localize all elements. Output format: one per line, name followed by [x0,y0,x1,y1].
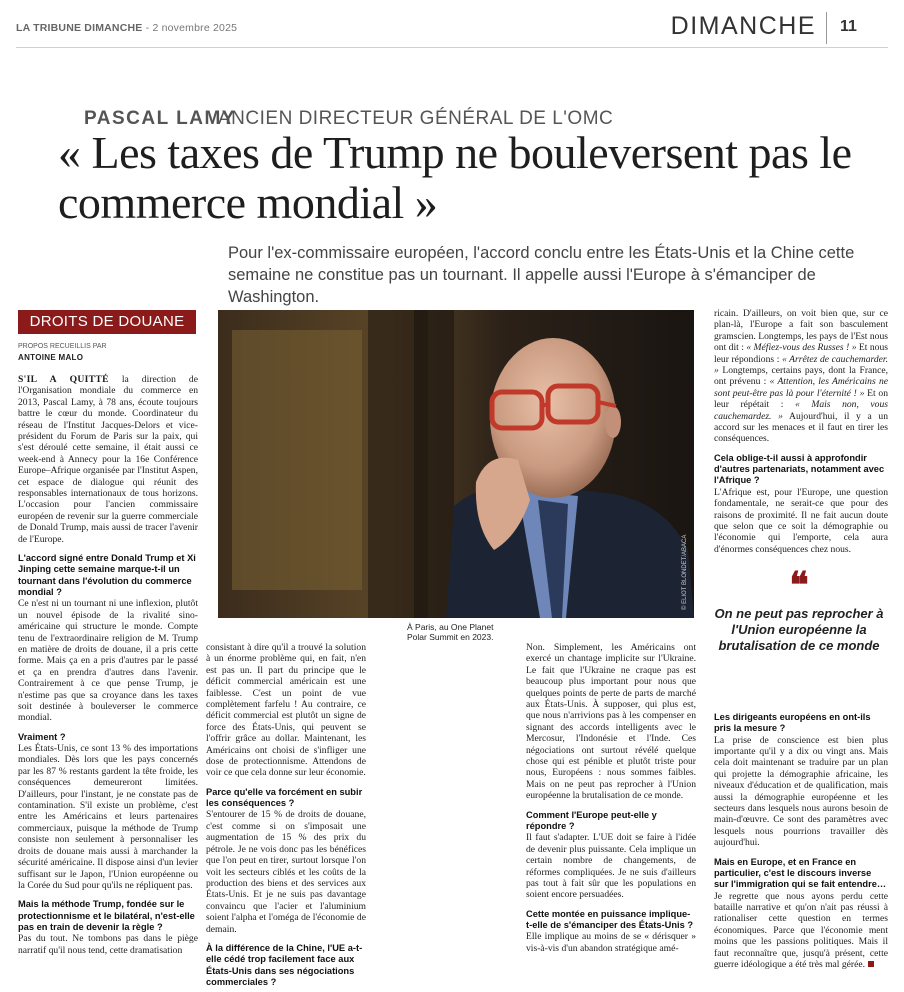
photo-credit: © ELIOT BLONDET/ABACA [682,534,688,610]
answer: S'entourer de 15 % de droits de douane, c'est comme si on s'imposait une augmentation de 15 % des prix du pétrole. Je ne vois donc pas les bénéfices que l'on peut en tirer, surtout lorsque l'on voit les secteurs ciblés et les coûts de la production des biens et des services aux États-Unis. Et je ne suis pas davantage convaincu que l'acier et l'aluminium soient l'alpha et l'oméga de l'économie de demain. [206,809,366,935]
pull-quote [710,565,888,654]
answer: L'Afrique est, pour l'Europe, une question fondamentale, ne serait-ce que pour des raisons de proximité. Il ne fait aucun doute que selon que ce soit la démographie ou l'économie qui l'emporte, cela aura d'énormes conséquences chez nous. [714,486,888,555]
answer: Il faut s'adapter. L'UE doit se faire à l'idée de devenir plus puissante. Cela implique un certain nombre de changements, de réformes compliquées. Je ne suis d'ailleurs pas tout à fait sûr que les populations en soient encore persuadées. [526,832,696,901]
photo-image [218,310,694,618]
masthead-date: - 2 novembre 2025 [145,22,238,34]
quote-run: « Arrêtez de cauchemarder. » [714,353,888,377]
question: L'accord signé entre Donald Trump et Xi Jinping cette semaine marque-t-il un tournant dans l'évolution du commerce mondial ? [18,553,196,597]
answer: Non. Simplement, les Américains ont exercé un chantage implicite sur l'Ukraine. Le fait que l'Ukraine ne craque pas est beaucoup plus important pour nous que quelques points de perte de parts de marché aux États-Unis. À supposer, qui plus est, que nous n'arrivions pas à les compenser en signant des accords intelligents avec le Mercosur, l'Indonésie et l'Inde. Ces négociations ont surtout révélé quelque chose qui est pénible et plutôt triste pour nous, Européens : nous sommes faibles. Mais on ne peut pas reprocher à l'Union européenne la brutalisation de ce monde. [526,642,696,802]
end-mark-icon [868,961,874,967]
question: Les dirigeants européens en ont-ils pris la mesure ? [714,712,871,734]
headline: « Les taxes de Trump ne bouleversent pas le commerce mondial » [58,127,852,228]
quote-mark-icon: ❝ [789,565,809,605]
final-answer-text: Je regrette que nous ayons perdu cette bataille narrative et qu'on n'ait pas réussi à rationaliser cette question en termes économiques. Parce que l'économie ment moins que les passions politiques. Mais il faut reconnaître que, jusqu'à présent, cette guerre idéologique a été très mal gérée. [714,890,888,970]
article-column-4-bottom [714,712,888,970]
top-rule [16,47,888,48]
credit-label: PROPOS RECUEILLIS PAR [18,343,107,350]
intro-paragraph [18,374,198,545]
question: À la différence de la Chine, l'UE a-t-elle cédé trop facilement face aux États-Unis dans ses négociations commerciales ? [206,942,363,987]
text-run: ricain. D'ailleurs, on voit bien que, sur ce plan-là, l'Europe a fait son basculement gramscien. Longtemps, les pays de l'Est nous ont dit : [714,308,888,354]
rubric-tag: DROITS DE DOUANE [18,310,196,334]
page-number: 11 [840,18,857,35]
pull-quote-text: On ne peut pas reprocher à l'Union européenne la brutalisation de ce monde [714,606,884,653]
quote-run: « Méfiez-vous des Russes ! » [746,342,857,354]
answer: consistant à dire qu'il a trouvé la solution à un énorme problème qui, en fait, n'en est pas un. Il part du principe que le déficit commercial américain est une faiblesse. C'est un point de vue complètement farfelu ! Au contraire, ce déficit commercial est plutôt un signe de force des États-Unis, qui peuvent se l'offrir grâce au dollar. Maintenant, les Américains ont choisi de s'infliger une dose de protectionnisme. Attendons de voir ce que cela donne sur leur économie. [206,642,366,779]
answer: Elle implique au moins de se « dérisquer » vis-à-vis d'un abandon stratégique amé- [526,931,696,954]
photo-caption: À Paris, au One Planet Polar Summit en 2023. [407,622,494,642]
answer [714,891,888,971]
answer: Ce n'est ni un tournant ni une inflexion, plutôt un nouvel épisode de la rivalité sino-américaine qui structure le monde. Compte tenu de l'extraordinaire religion de M. Trump en matière de droits de douane, il a pris cette forme. Mais ça en a pris d'autres par le passé et ça en prendra d'autres dans l'avenir. Contrairement à ce que pense Trump, je n'estime pas que sa croyance dans les taxes soit destinée à bouleverser le commerce mondial. [18,598,198,724]
intro-text: la direction de l'Organisation mondiale du commerce en 2013, Pascal Lamy, à 78 ans, écoute toujours battre le cœur du monde. Coordinateur du réseau de l'Institut Jacques-Delors et vice-président du Forum de Paris sur la paix, qui s'est déroulé cette semaine, il était aussi ce week-end à Annecy pour la 16e Conférence Europe–Afrique organisée par l'Institut Aspen, cet espace de dialogue qui réunit des responsables internationaux de tous horizons. L'occasion pour l'ancien commissaire européen de revenir sur la guerre commerciale de Donald Trump, mais aussi de tracer l'avenir de l'Europe. [18,374,198,545]
question: Parce qu'elle va forcément en subir les conséquences ? [206,786,363,809]
question: Mais la méthode Trump, fondée sur le protectionnisme et le bilatéral, n'est-elle pas en train de devenir la règle ? [18,899,195,932]
article-column-4-top [714,308,888,555]
standfirst: Pour l'ex-commissaire européen, l'accord conclu entre les États-Unis et la Chine cette semaine ne constitue pas un tournant. Il appelle aussi l'Europe à s'émanciper de Washington. [228,244,855,306]
text-run: Et on leur répétait : [714,387,888,411]
author-name: PASCAL LAMY [84,108,236,129]
text-run: Et nous leur répondions : [714,342,888,365]
masthead-brand: LA TRIBUNE DIMANCHE [16,22,143,34]
answer: Les États-Unis, ce sont 13 % des importations mondiales. Dès lors que les pays concernés par les 87 % restants gardent la tête froide, les conséquences demeureront limitées. D'ailleurs, pour l'instant, je ne constate pas de contamination. S'il existe un problème, c'est entre les Américains et leurs partenaires commerciaux, puisque la méthode de Trump consiste non seulement à personnaliser les droits de douane mais aussi à marchander la sécurité américaine. Il dispose ainsi d'un levier suffisant sur le Japon, l'Union européenne ou la Corée du Sud pour qu'ils ne répliquent pas. [18,743,198,891]
quote-run: « Attention, les Américains ne sont peut-être pas là pour l'éternité ! » [714,376,888,399]
question: Cela oblige-t-il aussi à approfondir d'autres partenariats, notamment avec l'Afrique ? [714,452,885,486]
lead-in: S'IL A QUITTÉ [18,374,109,385]
question: Cette montée en puissance implique-t-elle de s'émanciper des États-Unis ? [526,908,694,931]
credit-name: ANTOINE MALO [18,353,84,362]
article-column-1 [18,374,198,956]
masthead [16,22,237,34]
question: Mais en Europe, et en France en particulier, c'est le discours inverse sur l'immigration qui se fait entendre… [714,856,887,890]
article-column-2 [206,642,366,988]
question: Vraiment ? [18,731,66,742]
portrait-photo [218,310,694,618]
quote-run: « Mais non, vous cauchemardez. » [714,399,888,422]
answer [714,308,888,445]
text-run: Aujourd'hui, il y a un accord sur les menaces et il faut en tirer les conséquences. [714,410,888,445]
article-column-3 [526,642,696,954]
section-divider [826,12,827,44]
answer: La prise de conscience est bien plus importante qu'il y a dix ou vingt ans. Mais cela doit maintenant se traduire par un plan qui projette la démographie africaine, les niveaux d'éducation et de qualification, mais aussi la démographie européenne et les secteurs dans lesquels nous aurons besoin de main-d'œuvre. Ce sont des paramètres avec lesquels nous pourrions travailler dès aujourd'hui. [714,734,888,849]
section-title: DIMANCHE [670,12,816,40]
author-role: ANCIEN DIRECTEUR GÉNÉRAL DE L'OMC [218,108,614,129]
text-run: Longtemps, certains pays, dont la France, ont prévenu : [714,365,888,388]
answer: Pas du tout. Ne tombons pas dans le piège narratif qu'il nous tend, cette dramatisation [18,933,198,956]
question: Comment l'Europe peut-elle y répondre ? [526,809,657,831]
